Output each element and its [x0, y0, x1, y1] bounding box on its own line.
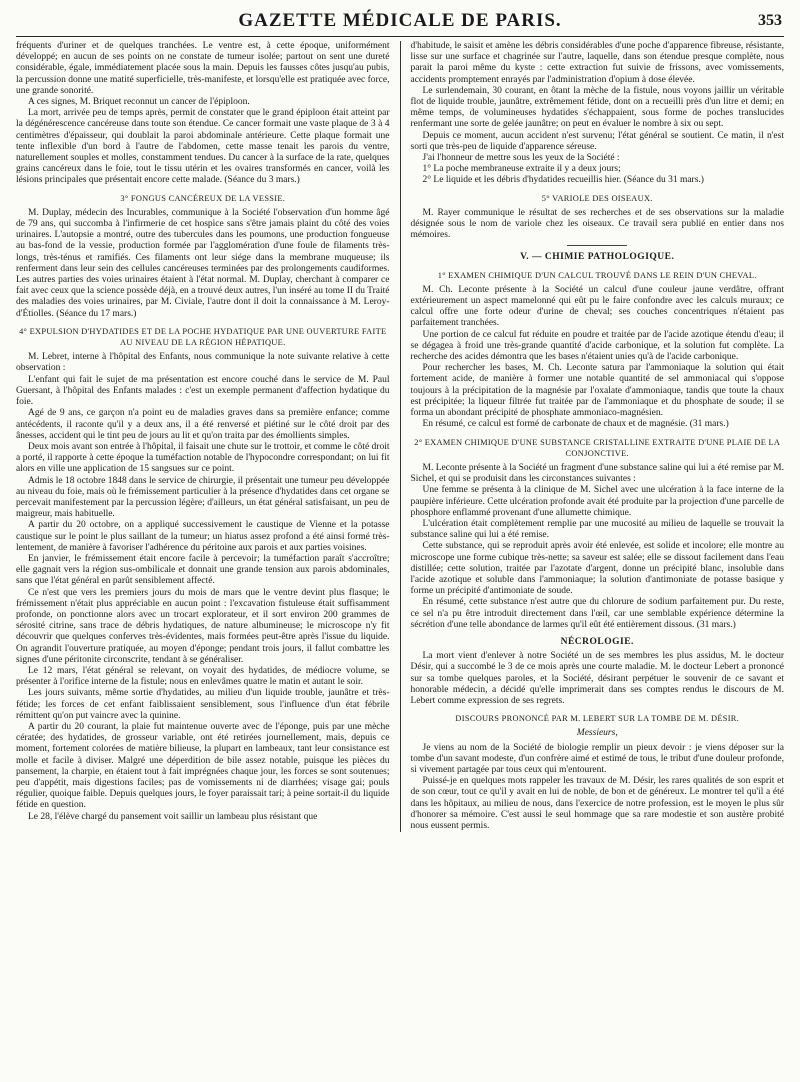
paragraph: fréquents d'uriner et de quelques tranchées. Le ventre est, à cette époque, uniformément développé; en aucun de ses points on ne constate de tumeur isolée; partout on sent une dureté considérable, égale, immédiatement placée sous la main. Depuis les fausses côtes jusqu'au pubis, la percussion donne une matité superficielle, très-manifeste, et lorsqu'elle est pratiquée avec force, une grande sonorité. [16, 41, 390, 96]
paragraph: J'ai l'honneur de mettre sous les yeux de la Société : [422, 153, 620, 164]
paragraph: M. Duplay, médecin des Incurables, communique à la Société l'observation d'un homme âgé de 79 ans, qui succomba à l'infirmerie de cet hospice sans s'être jamais plaint du côté des voies urinaires. L'autopsie a montré, outre des tubercules dans les poumons, une production fongueuse au bas-fond de la vessie, production formée par l'agglomération d'une foule de filaments très-longs, très-ténus et ramifiés. Ces filaments ont leur siége dans la membrane muqueuse; ils renferment dans leur sein des cellules cancéreuses terminées par des prolongements caudiformes. Les autres parties des voies urinaires étaient à l'état normal. M. Duplay, cherchant à comparer ce fait avec ceux que la science possède déjà, en a trouvé deux autres, l'un inséré au tome II du Traité des maladies des voies urinaires, par M. Civiale, l'autre dont il doit la connaissance à M. Leroy-d'Étiolles. (Séance du 17 mars.) [16, 207, 390, 319]
page-header [16, 10, 784, 37]
column-divider [400, 41, 401, 832]
section-title: 4° EXPULSION D'HYDATIDES ET DE LA POCHE HYDATIQUE PAR UNE OUVERTURE FAITE AU NIVEAU DE LA RÉGION HÉPATIQUE. [19, 326, 387, 348]
right-column [411, 41, 785, 832]
paragraph: Deux mois avant son entrée à l'hôpital, il faisait une chute sur le trottoir, et comme le côté droit a porté, il rapporte à cette époque la tuméfaction notable de l'hypocondre correspondant; on lui fit alors en ville une application de 15 sangsues sur ce point. [16, 441, 390, 475]
paragraph: La mort, arrivée peu de temps après, permit de constater que le grand épiploon était atteint par la dégénérescence cancéreuse dans toute son étendue. Ce cancer formait une vaste plaque de 3 à 4 centimètres d'épaisseur, qui doublait la paroi abdominale antérieure. Cette plaque formait une tente inflexible d'un bord à l'autre de l'abdomen, cette masse tenait les parois du ventre, naturellement souples et molles, constamment tendues. Du cancer à la surface de la rate, quelques grains cancéreux dans le foie, tout le tissu utérin et les ovaires transformés en cancer, voilà les lésions principales que présentait encore cette malade. (Séance du 3 mars.) [16, 108, 390, 186]
paragraph: En résumé, ce calcul est formé de carbonate de chaux et de magnésie. (31 mars.) [422, 419, 729, 430]
section-title: NÉCROLOGIE. [560, 636, 634, 647]
paragraph: L'ulcération était complètement remplie par une mucosité au milieu de laquelle se trouvait la substance saline qui lui a été remise. [410, 518, 784, 541]
page-number: 353 [758, 12, 782, 29]
paragraph: Admis le 18 octobre 1848 dans le service de chirurgie, il présentait une tumeur peu développée au niveau du foie, mais où le frémissement particulier à la présence d'hydatides dans cet organe se percevait manifestement par la percussion légère; d'ailleurs, un état général satisfaisant, un peu de maigreur, mais habituelle. [16, 475, 390, 520]
paragraph: Les jours suivants, même sortie d'hydatides, au milieu d'un liquide trouble, jaunâtre et très-fétide; les forces de cet enfant faiblissaient sensiblement, sous l'influence d'un état fébrile rémittent qu'on put vaincre avec la quinine. [16, 688, 390, 721]
paragraph: Cette substance, qui se reproduit après avoir été enlevée, est solide et incolore; elle montre au microscope une forme cubique très-nette; sa saveur est salée; elle se dissout facilement dans l'eau distillée; cette solution, traitée par l'azotate d'argent, donne un précipité blanc, insoluble dans l'acide azotique et soluble dans l'ammoniaque; la solution d'antimoniate de potasse basique y forme un précipité d'antimoniate de soude. [410, 541, 784, 597]
paragraph: Agé de 9 ans, ce garçon n'a point eu de maladies graves dans sa première enfance; comme antécédents, il raconte qu'il y a deux ans, il a été renversé et piétiné sur le côté droit par des ânesses, accident qui le tint peu de jours au lit et qu'on traita par des émollients simples. [16, 408, 390, 441]
paragraph: A partir du 20 courant, la plaie fut maintenue ouverte avec de l'éponge, puis par une mèche cératée; des hydatides, de grosseur variable, ont été retirées journellement, mais, depuis ce moment, fortement colorées de matière bilieuse, la plupart en lambeaux, tant leur consistance est molle et facile à diviser. Malgré une déperdition de bile assez notable, puisque les pièces du pansement, la charpie, en étaient tout à fait imprégnées chaque jour, les forces se sont soutenues; peu d'appétit, mais digestions faciles; pas de vomissements ni de diarrhées; visage gai; pouls régulier, quoique faible. Depuis quelques jours, le foyer paraissait tari; à peine sortait-il du liquide fétide en question. [16, 721, 390, 811]
paragraph: A ces signes, M. Briquet reconnut un cancer de l'épiploon. [28, 97, 250, 108]
paragraph: 2° Le liquide et les débris d'hydatides recueillis hier. (Séance du 31 mars.) [422, 175, 704, 186]
section-title: 5° VARIOLE DES OISEAUX. [541, 193, 653, 203]
paragraph: La mort vient d'enlever à notre Société un de ses membres les plus assidus, M. le docteur Désir, qui a succombé le 3 de ce mois après une courte maladie. M. le docteur Lebert a prononcé sur sa tombe quelques paroles, et la Société, désirant perpétuer le souvenir de ce savant et honorable médecin, a décidé qu'elle imprimerait dans ses comptes rendus le discours de M. Lebert comme expression de ses regrets. [410, 651, 784, 706]
paragraph: Une femme se présenta à la clinique de M. Sichel avec une ulcération à la face interne de la paupière inférieure. Cette ulcération profonde avait été produite par la projection d'une parcelle de phosphore enflammé provenant d'une allumette chimique. [410, 485, 784, 518]
paragraph: Le 12 mars, l'état général se relevant, on voyait des hydatides, de médiocre volume, se présenter à l'orifice interne de la fistule; nous en enlevâmes quatre le matin et autant le soir. [16, 665, 390, 688]
section-title: DISCOURS PRONONCÉ PAR M. LEBERT SUR LA TOMBE DE M. DÉSIR. [455, 714, 740, 724]
left-column [16, 41, 390, 832]
section-title: 2° EXAMEN CHIMIQUE D'UNE SUBSTANCE CRISTALLINE EXTRAITE D'UNE PLAIE DE LA CONJONCTIVE. [414, 437, 781, 458]
paragraph: 1° La poche membraneuse extraite il y a deux jours; [422, 164, 621, 175]
paragraph: M. Ch. Leconte présente à la Société un calcul d'une couleur jaune verdâtre, offrant extérieurement un aspect mamelonné qui eût pu le faire confondre avec les calculs muraux; ce calcul offre une forte odeur d'urine de cheval; ses couches concentriques n'étaient pas parfaitement tranchées. [410, 284, 784, 329]
paragraph: L'enfant qui fait le sujet de ma présentation est encore couché dans le service de M. Paul Guersant, à l'hôpital des Enfants malades : c'est un exemple permanent d'affection hydatique du foie. [16, 374, 390, 408]
paragraph: En résumé, cette substance n'est autre que du chlorure de sodium parfaitement pur. Du reste, ce sel n'a pu être introduit directement dans l'œil, car une semblable expérience détermine la sécrétion d'une telle abondance de larmes qu'il eût été entièrement dissous. (31 mars.) [410, 597, 784, 630]
paragraph: Pour rechercher les bases, M. Ch. Leconte satura par l'ammoniaque la solution qui était fortement acide, de manière à former une notable quantité de sel ammoniacal qui s'oppose toujours à la précipitation de la magnésie par l'oxalate d'ammoniaque, tandis que toute la chaux est précipitée; la liqueur filtrée fut traitée par de l'ammoniaque et du phosphate de soude; il se forma un abondant précipité de phosphate ammoniaco-magnésien. [410, 363, 784, 419]
paragraph: M. Lebret, interne à l'hôpital des Enfants, nous communique la note suivante relative à cette observation : [16, 352, 390, 374]
paragraph: M. Rayer communique le résultat de ses recherches et de ses observations sur la maladie désignée sous le nom de variole chez les oiseaux. Ce travail sera publié en entier dans nos mémoires. [410, 207, 784, 241]
paragraph: Le 28, l'élève chargé du pansement voit saillir un lambeau plus résistant que [28, 811, 318, 822]
paragraph: A partir du 20 octobre, on a appliqué successivement le caustique de Vienne et la potasse caustique sur le point le plus saillant de la tumeur; un hiatus assez profond a été ainsi formé très-lentement, de manière à favoriser l'adhérence du péritoine aux parois et aux parties voisines. [16, 520, 390, 553]
paragraph: Une portion de ce calcul fut réduite en poudre et traitée par de l'acide azotique étendu d'eau; il se dégagea à froid une très-grande quantité d'acide carbonique, et la solution fut complète. La recherche des acides démontra que les bases n'étaient unies qu'à de l'acide carbonique. [410, 329, 784, 363]
rule [567, 245, 627, 246]
paragraph: Puissé-je en quelques mots rappeler les travaux de M. Désir, les rares qualités de son esprit et de son cœur, tout ce qu'il y avait en lui de noble, de bon et de généreux. Le montrer tel qu'il a été dans les hôpitaux, au milieu de nous, dans l'exercice de notre profession, est le moyen le plus sûr d'honorer sa mémoire. C'est aussi le seul hommage que sa rare modestie et son austère probité nous eussent permis. [410, 776, 784, 831]
paragraph: Je viens au nom de la Société de biologie remplir un pieux devoir : je viens déposer sur la tombe d'un savant modeste, d'un confrère aimé et estimé de tous, le tribut d'une douleur profonde, si vivement partagée par tous ceux qui m'entourent. [410, 742, 784, 775]
paragraph: d'habitude, le saisit et amène les débris considérables d'une poche d'apparence fibreuse, résistante, lisse sur une surface et chagrinée sur l'autre, laquelle, dans son étendue presque complète, nous parait la paroi même du kyste : cette extraction fut suivie de frissons, avec vomissements, accidents promptement enrayés par l'administration d'opium à dose élevée. [410, 41, 784, 85]
columns [16, 41, 784, 832]
paragraph: M. Leconte présente à la Société un fragment d'une substance saline qui lui a été remise par M. Sichel, et qui se produisit dans les circonstances suivantes : [410, 462, 784, 485]
section-title: 3° FONGUS CANCÉREUX DE LA VESSIE. [120, 193, 286, 203]
part-title: V. — CHIMIE PATHOLOGIQUE. [520, 252, 675, 263]
section-title: 1° EXAMEN CHIMIQUE D'UN CALCUL TROUVÉ DANS LE REIN D'UN CHEVAL. [437, 270, 757, 280]
paragraph: En janvier, le frémissement était encore facile à percevoir; la tuméfaction paraît s'accroître; elle gagnait vers la région sus-ombilicale et donnait une grande tension aux parois abdominales, sans que l'état général en parût sensiblement affecté. [16, 553, 390, 587]
journal-title: GAZETTE MÉDICALE DE PARIS. [238, 10, 562, 31]
salutation: Messieurs, [576, 728, 618, 739]
paragraph: Le surlendemain, 30 courant, en ôtant la mèche de la fistule, nous voyons jaillir un véritable flot de liquide trouble, jaunâtre, extrêmement fétide, dont on a recueilli près d'un litre et demi; en même temps, de volumineuses hydatides s'échappaient, sous forme de poches translucides renfermant une sorte de gelée jaunâtre; on peut en évaluer le nombre à six ou sept. [410, 85, 784, 130]
paragraph: Depuis ce moment, aucun accident n'est survenu; l'état général se soutient. Ce matin, il n'est sorti que très-peu de liquide d'apparence séreuse. [410, 130, 784, 152]
paragraph: Ce n'est que vers les premiers jours du mois de mars que le ventre devint plus flasque; le frémissement n'était plus appréciable en aucun point : l'excavation fistuleuse était suffisamment profonde, on ponctionne alors avec un trocart explorateur, et il sort environ 200 grammes de sérosité citrine, sans trace de débris hydatiques, de nature albumineuse; le microscope n'y fit découvrir que quelques conferves très-évidentes, mais formées peut-être après l'issue du liquide. On agrandit l'ouverture pratiquée, au moyen d'éponge; pendant trois jours, il fallut combattre les signes d'une péritonite circonscrite, tendant à se généraliser. [16, 587, 390, 665]
